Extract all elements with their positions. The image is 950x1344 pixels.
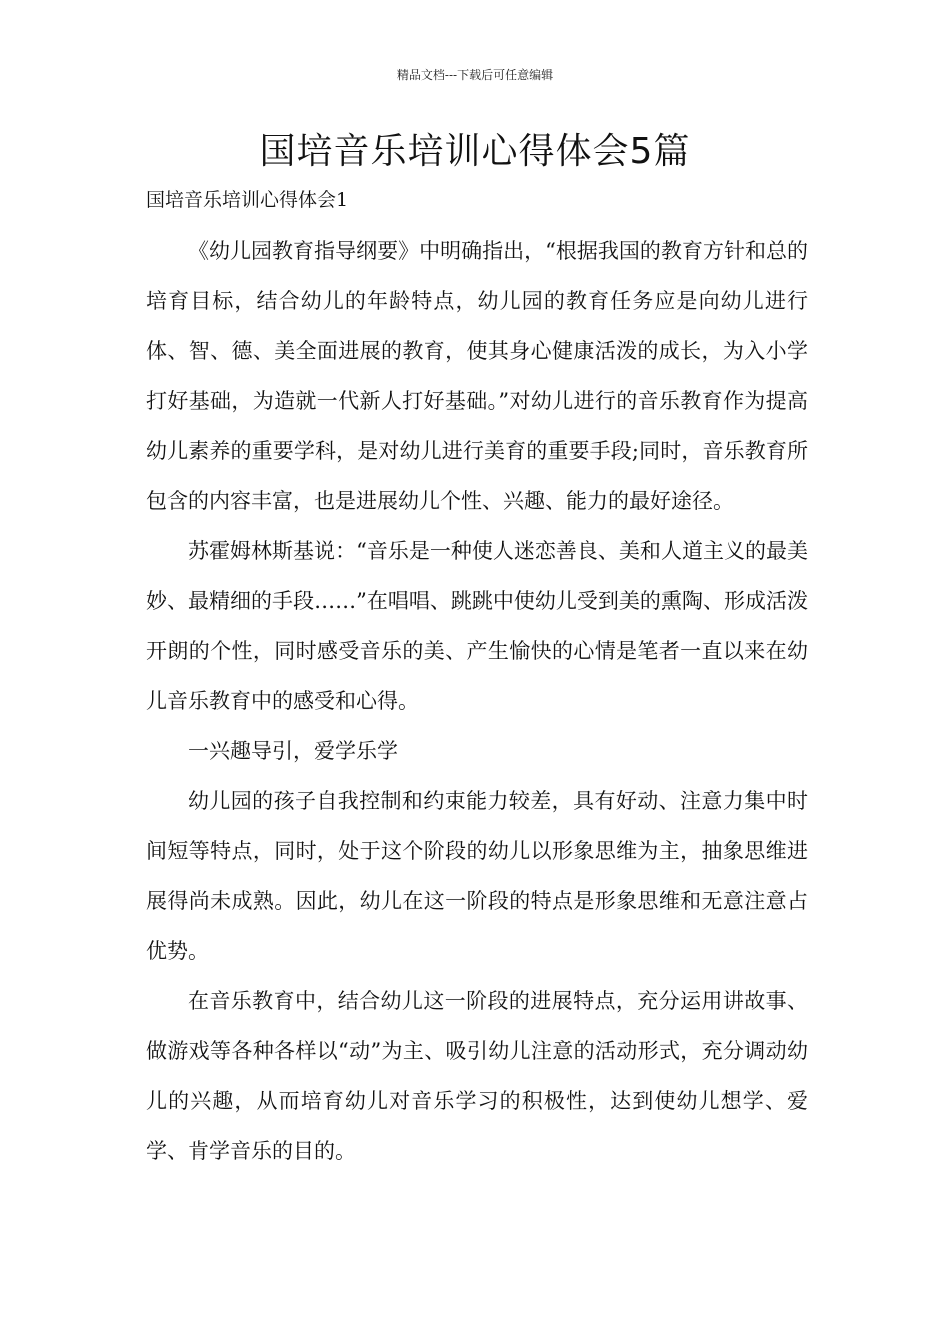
header-note: 精品文档---下载后可任意编辑 [396,68,554,82]
document-title: 国培音乐培训心得体会5篇 [259,131,691,172]
paragraph: 幼儿园的孩子自我控制和约束能力较差，具有好动、注意力集中时间短等特点，同时，处于这个阶段的幼儿以形象思维为主，抽象思维进展得尚未成熟。因此，幼儿在这一阶段的特点是形象思维和无意注意占优势。 [146,789,808,963]
paragraph: 苏霍姆林斯基说：“音乐是一种使人迷恋善良、美和人道主义的最美妙、最精细的手段……”在唱唱、跳跳中使幼儿受到美的熏陶、形成活泼开朗的个性，同时感受音乐的美、产生愉快的心情是笔者一直以来在幼儿音乐教育中的感受和心得。 [146,539,808,713]
section-heading: 国培音乐培训心得体会1 [146,189,349,211]
document-body [146,226,808,1176]
paragraph: 《幼儿园教育指导纲要》中明确指出，“根据我国的教育方针和总的培育目标，结合幼儿的年龄特点，幼儿园的教育任务应是向幼儿进行体、智、德、美全面进展的教育，使其身心健康活泼的成长，为入小学打好基础，为造就一代新人打好基础。”对幼儿进行的音乐教育作为提高幼儿素养的重要学科，是对幼儿进行美育的重要手段;同时，音乐教育所包含的内容丰富，也是进展幼儿个性、兴趣、能力的最好途径。 [146,239,808,513]
subheading-paragraph: 一兴趣导引，爱学乐学 [188,739,398,763]
paragraph: 在音乐教育中，结合幼儿这一阶段的进展特点，充分运用讲故事、做游戏等各种各样以“动”为主、吸引幼儿注意的活动形式，充分调动幼儿的兴趣，从而培育幼儿对音乐学习的积极性，达到使幼儿想学、爱学、肯学音乐的目的。 [146,989,808,1163]
